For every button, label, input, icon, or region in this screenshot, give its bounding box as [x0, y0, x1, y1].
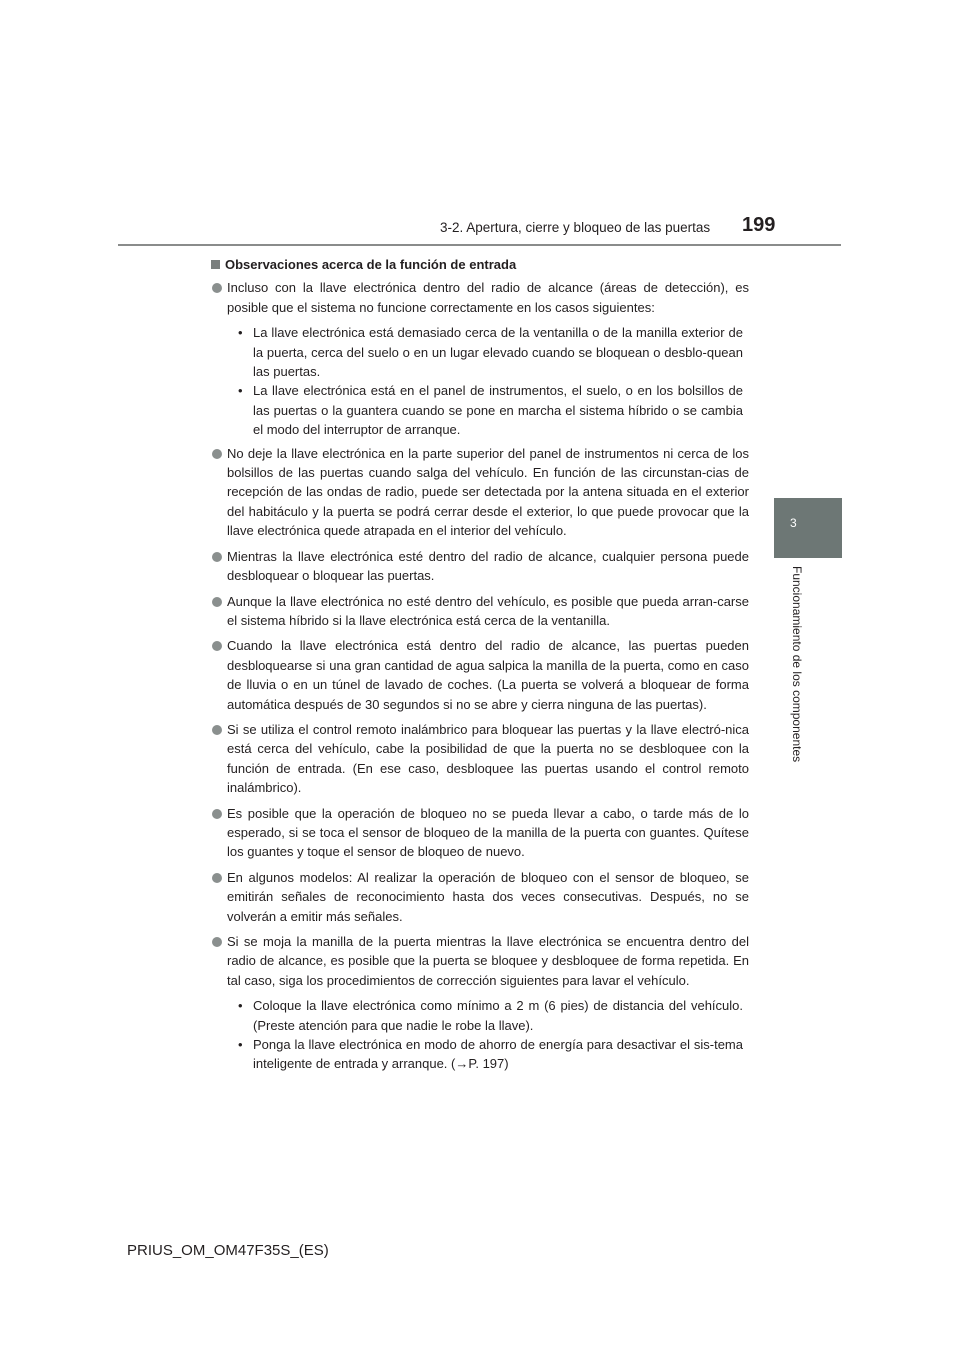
list-item [211, 278, 749, 317]
item-text: Mientras la llave electrónica esté dentro del radio de alcance, cualquier persona puede desbloquear o bloquear las puertas. [227, 548, 749, 584]
sub-list [211, 996, 749, 1074]
list-item [211, 592, 749, 631]
list-item [211, 868, 749, 926]
sub-list-item [211, 381, 749, 439]
circle-bullet-icon [212, 552, 222, 562]
item-text: Es posible que la operación de bloqueo no se pueda llevar a cabo, o tarde más de lo esperado, si se toca el sensor de bloqueo de la manilla de la puerta con guantes. Quítese los guantes y toque el sensor de bloqueo de nuevo. [227, 805, 749, 860]
sub-list-item [211, 1035, 749, 1074]
item-text: Si se utiliza el control remoto inalámbrico para bloquear las puertas y la llave electró-nica está cerca del vehículo, cabe la posibilidad de que la puerta no se desbloquee con la función de entrada. (En ese caso, desbloquee las puertas usando el control remoto inalámbrico). [227, 721, 749, 796]
circle-bullet-icon [212, 641, 222, 651]
sub-item-text: La llave electrónica está demasiado cerca de la ventanilla o de la manilla exterior de la puerta, cerca del suelo o en un lugar elevado cuando se bloquean o desblo-quean las puertas. [253, 325, 743, 380]
item-text: Cuando la llave electrónica está dentro del radio de alcance, las puertas pueden desbloquearse si una gran cantidad de agua salpica la manilla de la puerta, como en caso de lluvia o en un túnel de lavado de coches. (La puerta se volverá a bloquear de forma automática después de 30 segundos si no se abre y cierra ninguna de las puertas). [227, 638, 749, 712]
item-text: Si se moja la manilla de la puerta mientras la llave electrónica se encuentra dentro del radio de alcance, es posible que la puerta se bloquee y desbloquee de forma repetida. En tal caso, siga los procedimientos de corrección siguientes para lavar el vehículo. [227, 934, 749, 988]
circle-bullet-icon [212, 937, 222, 947]
circle-bullet-icon [212, 283, 222, 293]
chapter-number: 3 [790, 516, 797, 530]
sub-list-item [211, 323, 749, 381]
list-item [211, 804, 749, 862]
sub-item-text: Coloque la llave electrónica como mínimo a 2 m (6 pies) de distancia del vehículo. (Preste atención para que nadie le robe la llave). [253, 998, 743, 1033]
page-number: 199 [742, 214, 776, 236]
chapter-tab [774, 498, 842, 558]
document-code: PRIUS_OM_OM47F35S_(ES) [127, 1242, 329, 1259]
circle-bullet-icon [212, 597, 222, 607]
circle-bullet-icon [212, 449, 222, 459]
list-item [211, 547, 749, 586]
list-item [211, 932, 749, 990]
header-rule [118, 244, 841, 246]
item-text: Incluso con la llave electrónica dentro del radio de alcance (áreas de detección), es posible que el sistema no funcione correctamente en los casos siguientes: [227, 280, 749, 315]
header-section-title: 3-2. Apertura, cierre y bloqueo de las puertas [440, 220, 711, 235]
dot-bullet-icon: • [238, 325, 243, 341]
list-item [211, 636, 749, 714]
circle-bullet-icon [212, 725, 222, 735]
circle-bullet-icon [212, 873, 222, 883]
circle-bullet-icon [212, 809, 222, 819]
item-text: No deje la llave electrónica en la parte superior del panel de instrumentos ni cerca de los bolsillos de las puertas cuando salga del vehículo. En función de las circunstan-cias de recepción de las ondas de radio, puede ser detectada por la antena situada en el exterior del habitáculo y la puerta se podrá cerrar desde el exterior, lo que puede provocar que la llave electrónica quede atrapada en el interior del vehículo. [227, 445, 749, 539]
section-heading [211, 255, 749, 274]
dot-bullet-icon: • [238, 1037, 243, 1053]
sub-list-item [211, 996, 749, 1035]
section-content [211, 255, 749, 1078]
list-item [211, 444, 749, 541]
chapter-label: Funcionamiento de los componentes [790, 566, 804, 763]
sub-list [211, 323, 749, 439]
sub-item-text: La llave electrónica está en el panel de instrumentos, el suelo, o en los bolsillos de las puertas o la guantera cuando se pone en marcha el sistema híbrido o se cambia el modo del interruptor de arranque. [253, 383, 743, 438]
list-item [211, 720, 749, 798]
dot-bullet-icon: • [238, 383, 243, 399]
item-text: En algunos modelos: Al realizar la operación de bloqueo con el sensor de bloqueo, se emitirán señales de reconocimiento hasta dos veces consecutivas. Después, no se volverán a emitir más señales. [227, 869, 749, 924]
dot-bullet-icon: • [238, 998, 243, 1014]
item-text: Aunque la llave electrónica no esté dentro del vehículo, es posible que pueda arran-carse el sistema híbrido si la llave electrónica está cerca de la ventanilla. [227, 593, 749, 628]
sub-item-text: Ponga la llave electrónica en modo de ahorro de energía para desactivar el sis-tema inteligente de entrada y arranque. (→P. 197) [253, 1037, 743, 1072]
square-bullet-icon [211, 260, 220, 269]
section-title: Observaciones acerca de la función de entrada [225, 257, 517, 272]
